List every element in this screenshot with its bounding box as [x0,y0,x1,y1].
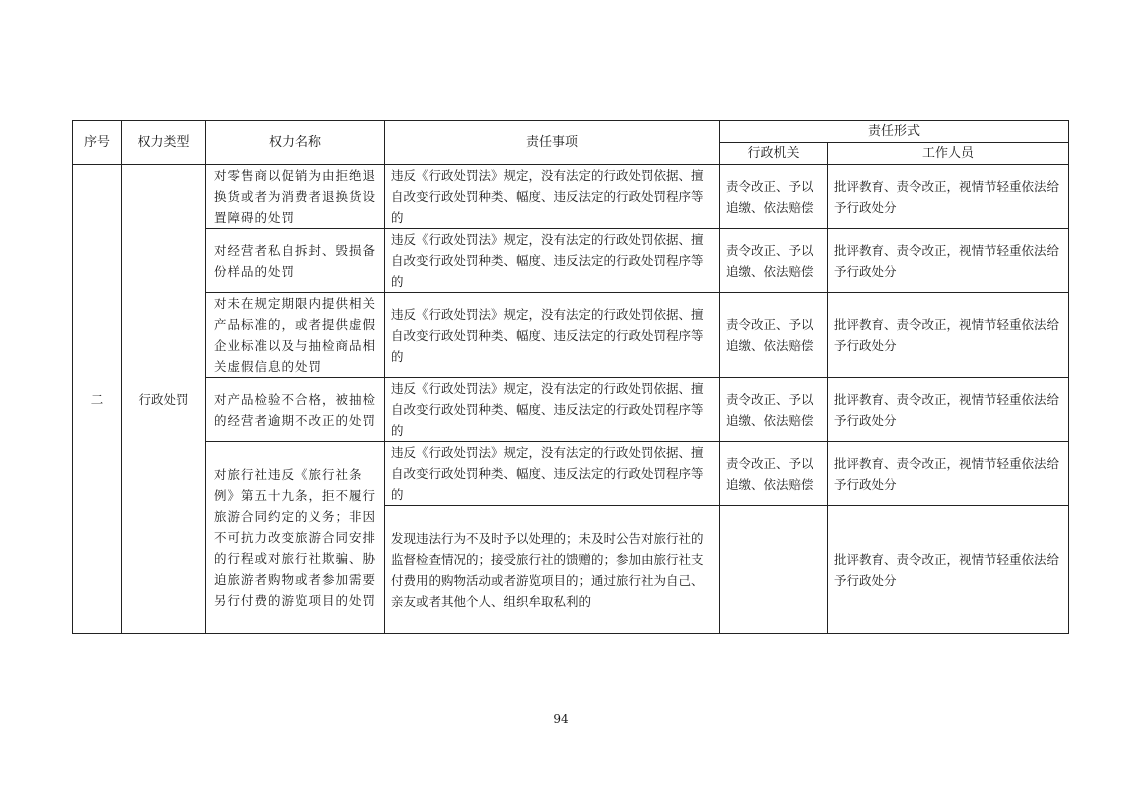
power-name: 对旅行社违反《旅行社条例》第五十九条，拒不履行旅游合同约定的义务；非因不可抗力改变旅游合同安排的行程或对旅行社欺骗、胁迫旅游者购物或者参加需要另行付费的游览项目的处罚 [206,442,385,634]
agency-responsibility: 责令改正、予以追缴、依法赔偿 [720,293,828,378]
table-row [73,165,1069,229]
responsibility-matter: 发现违法行为不及时予以处理的；未及时公告对旅行社的监督检查情况的；接受旅行社的馈赠的；参加由旅行社支付费用的购物活动或者游览项目的；通过旅行社为自己、亲友或者其他个人、组织牟取私利的 [385,506,720,634]
staff-responsibility: 批评教育、责令改正，视情节轻重依法给予行政处分 [828,165,1069,229]
header-staff: 工作人员 [828,143,1069,165]
agency-responsibility: 责令改正、予以追缴、依法赔偿 [720,165,828,229]
table-row [73,229,1069,293]
responsibility-matter: 违反《行政处罚法》规定，没有法定的行政处罚依据、擅自改变行政处罚种类、幅度、违反法定的行政处罚程序等的 [385,442,720,506]
power-name: 对未在规定期限内提供相关产品标准的，或者提供虚假企业标准以及与抽检商品相关虚假信息的处罚 [206,293,385,378]
group-seq: 二 [73,165,122,634]
page-number: 94 [553,712,569,726]
staff-responsibility: 批评教育、责令改正，视情节轻重依法给予行政处分 [828,442,1069,506]
header-power-type: 权力类型 [122,121,206,165]
staff-responsibility: 批评教育、责令改正，视情节轻重依法给予行政处分 [828,506,1069,634]
agency-responsibility [720,506,828,634]
responsibility-matter: 违反《行政处罚法》规定，没有法定的行政处罚依据、擅自改变行政处罚种类、幅度、违反法定的行政处罚程序等的 [385,378,720,442]
responsibility-matter: 违反《行政处罚法》规定，没有法定的行政处罚依据、擅自改变行政处罚种类、幅度、违反法定的行政处罚程序等的 [385,293,720,378]
responsibility-matter: 违反《行政处罚法》规定，没有法定的行政处罚依据、擅自改变行政处罚种类、幅度、违反法定的行政处罚程序等的 [385,165,720,229]
group-power-type: 行政处罚 [122,165,206,634]
responsibility-matter: 违反《行政处罚法》规定，没有法定的行政处罚依据、擅自改变行政处罚种类、幅度、违反法定的行政处罚程序等的 [385,229,720,293]
table-row [73,293,1069,378]
agency-responsibility: 责令改正、予以追缴、依法赔偿 [720,229,828,293]
header-power-name: 权力名称 [206,121,385,165]
staff-responsibility: 批评教育、责令改正，视情节轻重依法给予行政处分 [828,378,1069,442]
power-name: 对产品检验不合格，被抽检的经营者逾期不改正的处罚 [206,378,385,442]
staff-responsibility: 批评教育、责令改正，视情节轻重依法给予行政处分 [828,229,1069,293]
agency-responsibility: 责令改正、予以追缴、依法赔偿 [720,378,828,442]
staff-responsibility: 批评教育、责令改正，视情节轻重依法给予行政处分 [828,293,1069,378]
table-row [73,378,1069,442]
header-responsibility-form: 责任形式 [720,121,1069,143]
power-name: 对零售商以促销为由拒绝退换货或者为消费者退换货设置障碍的处罚 [206,165,385,229]
table-row [73,442,1069,506]
power-name: 对经营者私自拆封、毁损备份样品的处罚 [206,229,385,293]
header-responsibility-matter: 责任事项 [385,121,720,165]
responsibility-table [72,120,1069,634]
header-admin-agency: 行政机关 [720,143,828,165]
agency-responsibility: 责令改正、予以追缴、依法赔偿 [720,442,828,506]
header-seq: 序号 [73,121,122,165]
